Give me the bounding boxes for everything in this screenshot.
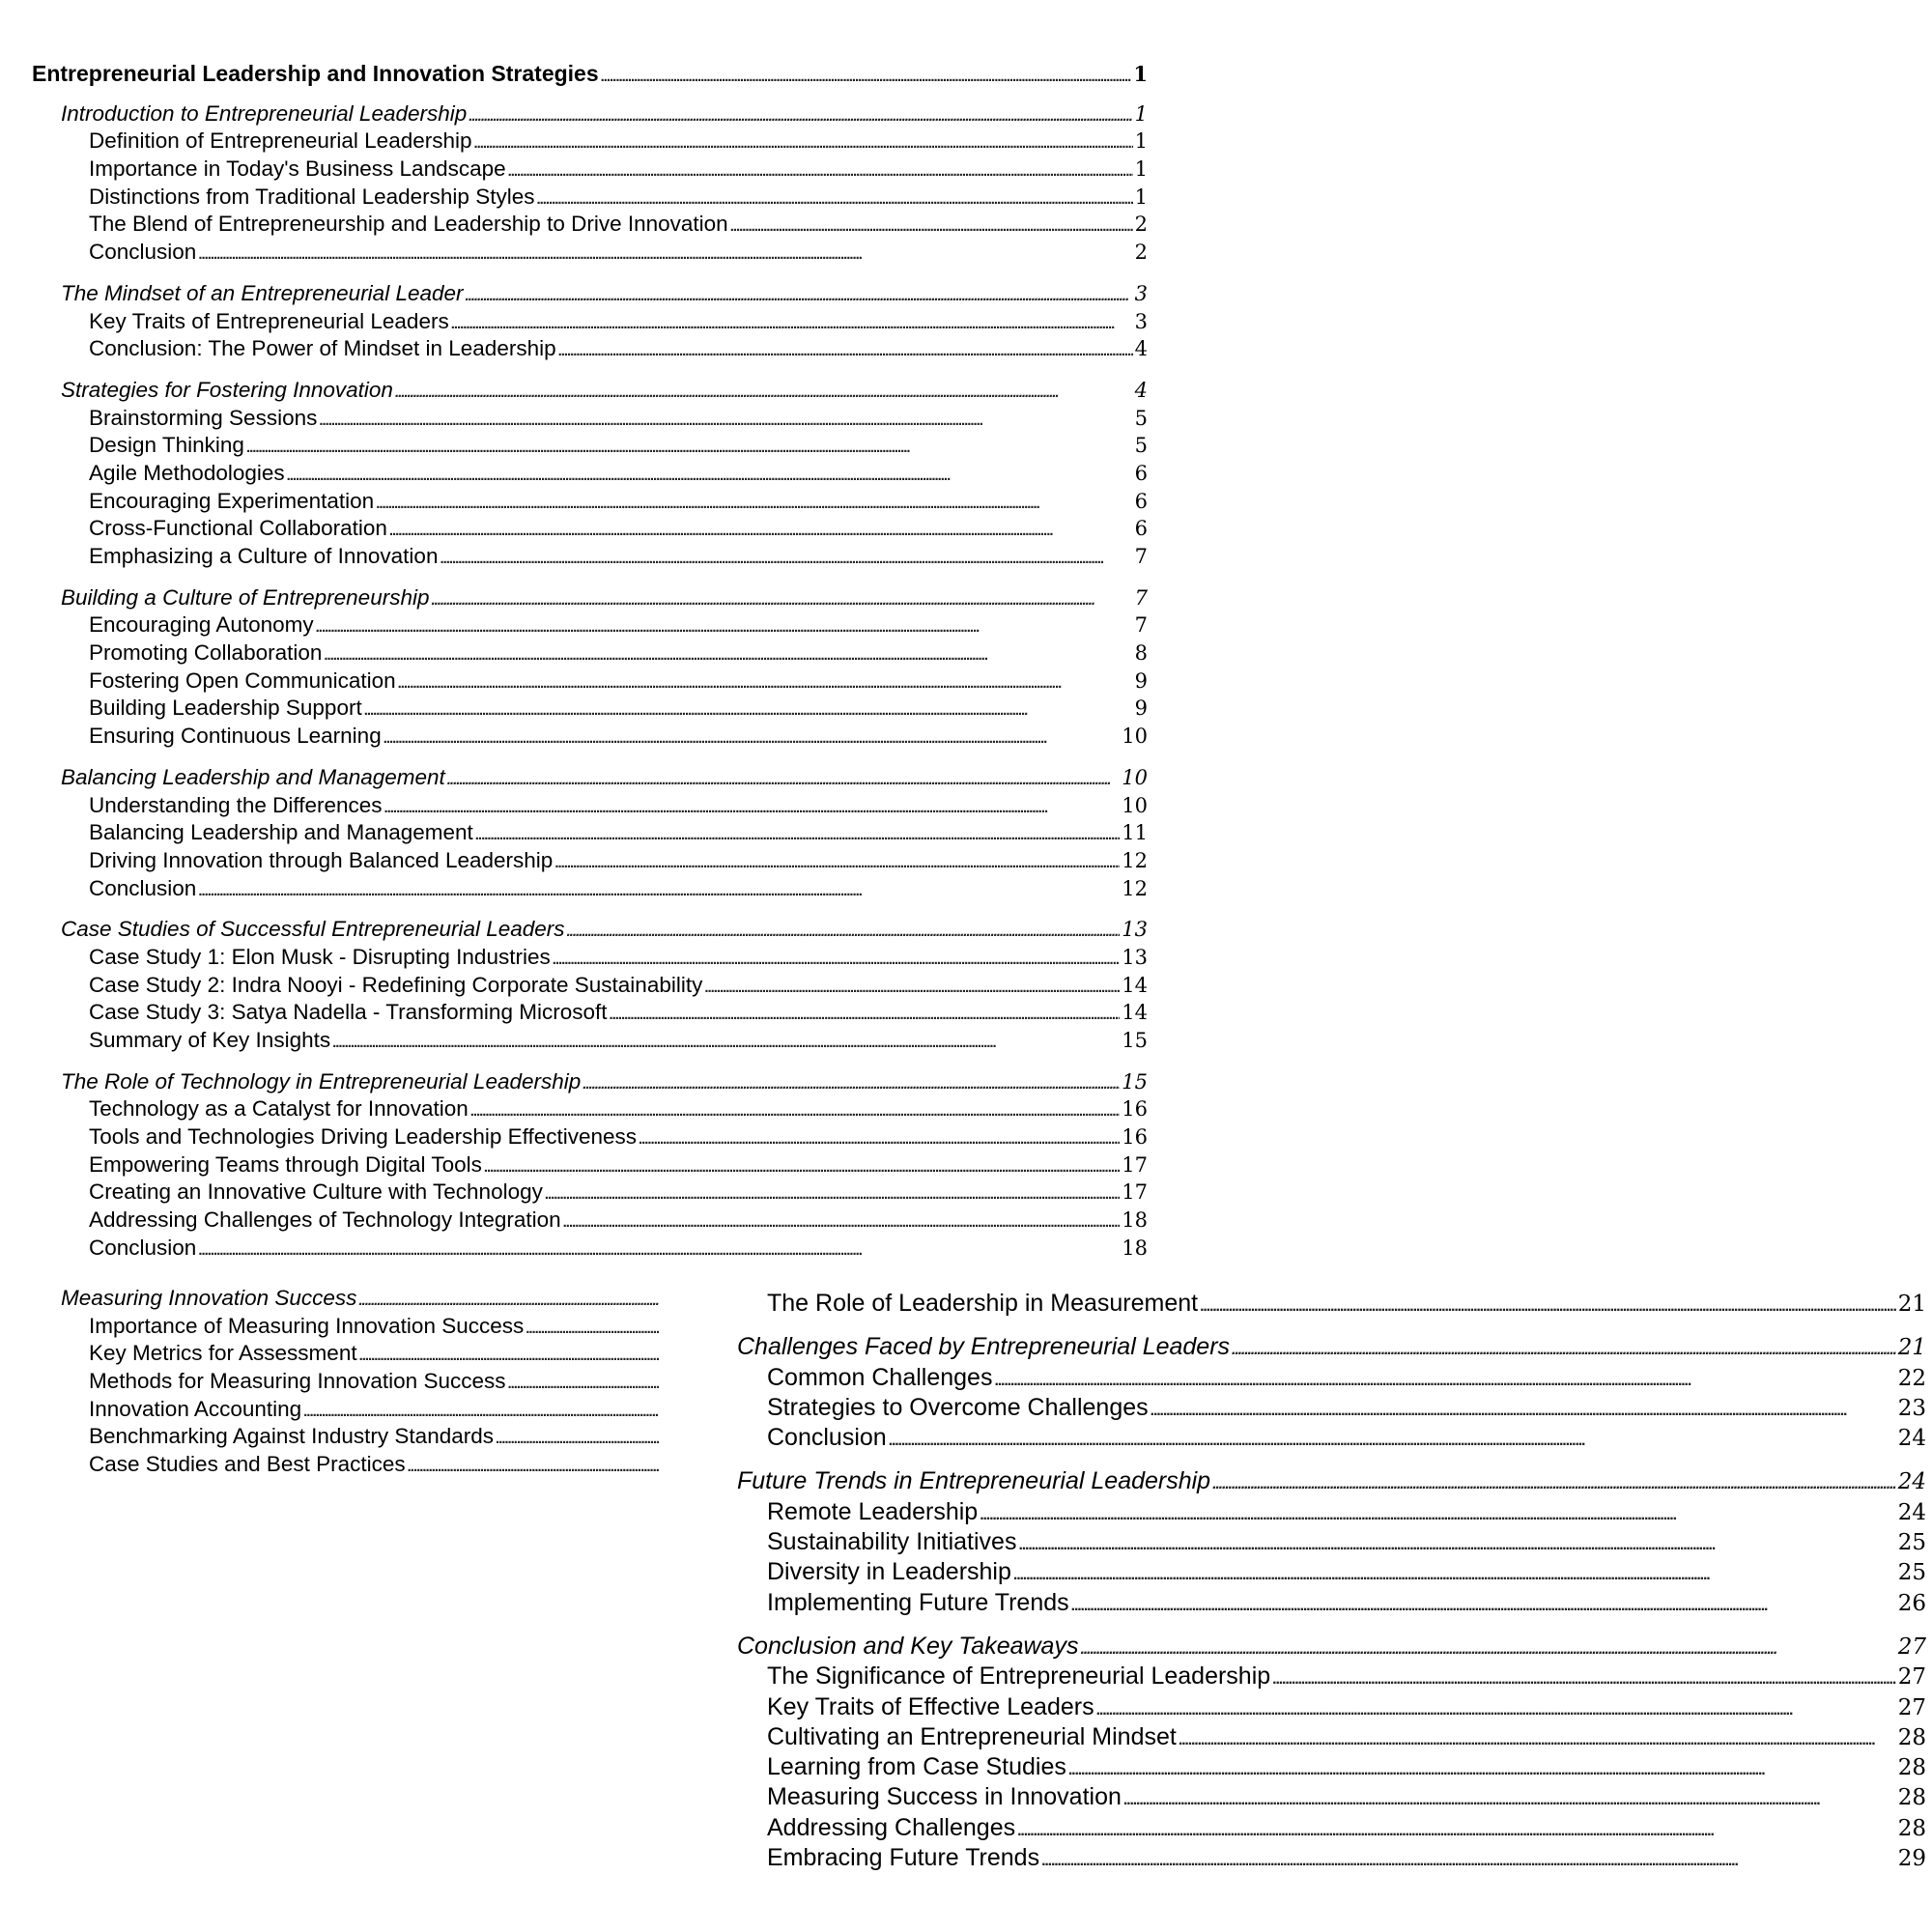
- toc-section-entry[interactable]: [32, 944, 1148, 972]
- toc-section-entry[interactable]: [737, 1588, 1926, 1618]
- dot-leader: [1013, 1557, 1896, 1590]
- toc-section-entry[interactable]: [32, 1151, 1148, 1179]
- page-number: 25: [1897, 1560, 1926, 1586]
- dot-leader: [553, 944, 1121, 975]
- toc-section-entry[interactable]: [32, 1368, 661, 1396]
- toc-section-entry[interactable]: [32, 405, 1148, 433]
- toc-chapter-entry[interactable]: [32, 764, 1148, 792]
- entry-title: Building Leadership Support: [89, 696, 362, 721]
- page-number: 15: [1122, 1029, 1148, 1052]
- entry-title: Distinctions from Traditional Leadership Styles: [89, 184, 535, 209]
- page-number: 3: [1134, 309, 1148, 333]
- toc-section-entry[interactable]: [32, 335, 1148, 363]
- toc-chapter-entry[interactable]: [32, 1285, 661, 1313]
- dot-leader: [384, 723, 1121, 753]
- dot-leader: [470, 1095, 1121, 1126]
- dot-leader: [319, 405, 1132, 436]
- dot-leader: [287, 460, 1133, 491]
- page-number: 10: [1122, 793, 1148, 817]
- entry-title: Diversity in Leadership: [767, 1558, 1011, 1586]
- entry-title: Sustainability Initiatives: [767, 1528, 1017, 1556]
- page-number: 8: [1134, 641, 1148, 666]
- entry-title: Entrepreneurial Leadership and Innovation Strategies: [32, 61, 599, 86]
- toc-section-entry[interactable]: [32, 847, 1148, 875]
- page-number: 27: [1897, 1634, 1926, 1660]
- entry-title: The Blend of Entrepreneurship and Leadership to Drive Innovation: [89, 212, 728, 237]
- entry-title: Emphasizing a Culture of Innovation: [89, 544, 439, 568]
- page-number: 28: [1897, 1755, 1926, 1781]
- entry-title: Creating an Innovative Culture with Technology: [89, 1179, 543, 1205]
- entry-title: Case Study 1: Elon Musk - Disrupting Industries: [89, 944, 551, 969]
- toc-section-entry[interactable]: [737, 1363, 1926, 1393]
- page-number: 1: [1134, 157, 1148, 182]
- page-number: 7: [1134, 585, 1148, 610]
- dot-leader: [440, 543, 1132, 574]
- dot-leader: [1200, 1289, 1896, 1321]
- entry-title: Brainstorming Sessions: [89, 405, 318, 430]
- entry-title: Balancing Leadership and Management: [61, 764, 445, 789]
- toc-section-entry[interactable]: [32, 1027, 1148, 1055]
- toc-chapter-entry[interactable]: [32, 584, 1148, 612]
- toc-section-entry[interactable]: [737, 1813, 1926, 1843]
- dot-leader: [198, 875, 1120, 906]
- page-number: 13: [1122, 918, 1148, 942]
- entry-title: Measuring Success in Innovation: [767, 1783, 1122, 1811]
- entry-title: Future Trends in Entrepreneurial Leadership: [737, 1467, 1211, 1495]
- toc-section-entry[interactable]: [32, 639, 1148, 668]
- dot-leader: [408, 1451, 659, 1482]
- toc-section-entry[interactable]: [32, 1423, 661, 1451]
- page-number: 3: [1134, 281, 1148, 305]
- dot-leader: [1232, 1332, 1896, 1365]
- page-number: 2: [1134, 213, 1148, 237]
- page-number: 4: [1134, 337, 1148, 361]
- dot-leader: [1071, 1588, 1896, 1621]
- dot-leader: [609, 999, 1120, 1030]
- entry-title: Key Metrics for Assessment: [89, 1341, 357, 1366]
- toc-section-entry[interactable]: [32, 1235, 1148, 1256]
- dot-leader: [582, 1068, 1120, 1099]
- toc-section-entry[interactable]: [32, 128, 1148, 156]
- page-number: 24: [1897, 1499, 1926, 1525]
- table-of-contents-clipped-section: [32, 1285, 661, 1479]
- page-number: 27: [1897, 1694, 1926, 1720]
- dot-leader: [324, 639, 1132, 670]
- dot-leader: [1179, 1722, 1896, 1755]
- toc-section-entry[interactable]: [32, 999, 1148, 1027]
- page-number: 28: [1897, 1785, 1926, 1811]
- page-number: 24: [1897, 1469, 1926, 1495]
- page-number: 12: [1122, 848, 1148, 872]
- toc-section-entry[interactable]: [32, 1396, 661, 1424]
- page-number: 9: [1134, 696, 1148, 721]
- toc-section-entry[interactable]: [32, 972, 1148, 1000]
- toc-section-entry[interactable]: [32, 611, 1148, 639]
- toc-section-entry[interactable]: [32, 239, 1148, 267]
- toc-chapter-entry[interactable]: [32, 100, 1148, 128]
- entry-title: Key Traits of Entrepreneurial Leaders: [89, 308, 449, 333]
- entry-title: Importance of Measuring Innovation Success: [89, 1313, 525, 1338]
- dot-leader: [508, 156, 1133, 186]
- entry-title: Case Studies of Successful Entrepreneurial Leaders: [61, 917, 565, 942]
- entry-title: Remote Leadership: [767, 1497, 979, 1525]
- toc-section-entry[interactable]: [32, 875, 1148, 903]
- entry-title: Conclusion and Key Takeaways: [737, 1632, 1079, 1660]
- toc-section-entry[interactable]: [737, 1557, 1926, 1587]
- dot-leader: [447, 764, 1120, 795]
- dot-leader: [1151, 1393, 1896, 1426]
- entry-title: Strategies for Fostering Innovation: [61, 377, 393, 402]
- toc-section-entry[interactable]: [32, 432, 1148, 460]
- dot-leader: [526, 1313, 659, 1344]
- dot-leader: [364, 695, 1133, 725]
- table-of-contents-overlay-page: [661, 1256, 1932, 1932]
- entry-title: Understanding the Differences: [89, 792, 383, 817]
- entry-title: Encouraging Autonomy: [89, 612, 314, 638]
- page-number: 17: [1122, 1180, 1148, 1205]
- dot-leader: [246, 432, 1133, 463]
- entry-title: Conclusion: The Power of Mindset in Leadership: [89, 336, 556, 361]
- page-number: 12: [1122, 876, 1148, 900]
- page-number: 21: [1897, 1335, 1926, 1361]
- entry-title: Design Thinking: [89, 433, 244, 458]
- dot-leader: [554, 847, 1120, 878]
- dot-leader: [474, 128, 1133, 158]
- entry-title: Challenges Faced by Entrepreneurial Leaders: [737, 1333, 1231, 1361]
- entry-title: The Significance of Entrepreneurial Leadership: [767, 1662, 1271, 1690]
- toc-section-entry[interactable]: [32, 668, 1148, 696]
- entry-title: Methods for Measuring Innovation Success: [89, 1369, 506, 1394]
- entry-title: Tools and Technologies Driving Leadership Effectiveness: [89, 1124, 638, 1150]
- dot-leader: [451, 308, 1133, 339]
- dot-leader: [1212, 1466, 1896, 1499]
- dot-leader: [475, 819, 1120, 850]
- dot-leader: [639, 1123, 1120, 1154]
- dot-leader: [730, 211, 1133, 242]
- page-number: 14: [1122, 1001, 1148, 1025]
- toc-section-entry[interactable]: [737, 1843, 1926, 1873]
- toc-section-entry[interactable]: [737, 1662, 1926, 1691]
- toc-section-entry[interactable]: [32, 515, 1148, 543]
- page-number: 24: [1897, 1426, 1926, 1452]
- dot-leader: [507, 1368, 659, 1399]
- entry-title: Conclusion: [89, 240, 197, 265]
- toc-section-entry[interactable]: [32, 308, 1148, 336]
- page-number: 10: [1122, 765, 1148, 789]
- page-number: 29: [1897, 1846, 1926, 1872]
- toc-section-entry[interactable]: [737, 1423, 1926, 1453]
- entry-title: Implementing Future Trends: [767, 1588, 1069, 1616]
- entry-title: Ensuring Continuous Learning: [89, 724, 382, 749]
- entry-title: Cross-Functional Collaboration: [89, 516, 387, 541]
- dot-leader: [558, 335, 1133, 366]
- entry-title: Addressing Challenges: [767, 1813, 1016, 1841]
- toc-chapter-entry[interactable]: [32, 1068, 1148, 1096]
- entry-title: Fostering Open Communication: [89, 668, 396, 693]
- dot-leader: [496, 1423, 659, 1454]
- dot-leader: [567, 916, 1121, 947]
- entry-title: Importance in Today's Business Landscape: [89, 156, 506, 182]
- page-number: 7: [1134, 613, 1148, 638]
- page-number: 4: [1134, 378, 1148, 402]
- page-number: 25: [1897, 1530, 1926, 1556]
- toc-section-entry[interactable]: [32, 543, 1148, 571]
- entry-title: Measuring Innovation Success: [61, 1286, 357, 1310]
- entry-title: Empowering Teams through Digital Tools: [89, 1151, 482, 1177]
- dot-leader: [980, 1497, 1896, 1530]
- toc-section-entry[interactable]: [737, 1752, 1926, 1782]
- entry-title: Agile Methodologies: [89, 460, 285, 485]
- entry-title: Introduction to Entrepreneurial Leadership: [61, 100, 468, 126]
- page-number: 22: [1897, 1365, 1926, 1391]
- dot-leader: [484, 1151, 1120, 1182]
- page-number: 6: [1134, 517, 1148, 541]
- page-number: 18: [1122, 1208, 1148, 1233]
- toc-section-entry[interactable]: [32, 1095, 1148, 1123]
- toc-section-entry[interactable]: [32, 1179, 1148, 1207]
- page-number: 18: [1122, 1236, 1148, 1256]
- page-number: 6: [1134, 461, 1148, 485]
- page-number: 1: [1134, 101, 1148, 126]
- page-number: 1: [1134, 185, 1148, 209]
- toc-chapter-entry[interactable]: [32, 916, 1148, 944]
- page-number: 21: [1897, 1292, 1926, 1317]
- toc-chapter-entry[interactable]: [32, 280, 1148, 308]
- dot-leader: [1068, 1752, 1896, 1785]
- overlay-entries: [737, 1289, 1926, 1873]
- page-number: 28: [1897, 1724, 1926, 1750]
- dot-leader: [1017, 1813, 1896, 1846]
- entry-title: Case Study 2: Indra Nooyi - Redefining Corporate Sustainability: [89, 972, 703, 997]
- dot-leader: [889, 1423, 1896, 1456]
- toc-chapter-entry[interactable]: [737, 1466, 1926, 1496]
- dot-leader: [994, 1363, 1895, 1396]
- dot-leader: [466, 280, 1133, 311]
- page-number: 5: [1134, 434, 1148, 458]
- dot-leader: [198, 1235, 1120, 1256]
- entry-title: Driving Innovation through Balanced Leadership: [89, 847, 554, 872]
- toc-section-entry[interactable]: [32, 1451, 661, 1479]
- entry-title: Building a Culture of Entrepreneurship: [61, 584, 430, 610]
- toc-section-entry[interactable]: [32, 723, 1148, 751]
- toc-section-entry[interactable]: [737, 1527, 1926, 1557]
- page-number: 7: [1134, 545, 1148, 568]
- dot-leader: [398, 668, 1133, 698]
- dot-leader: [389, 515, 1133, 546]
- toc-section-entry[interactable]: [32, 184, 1148, 212]
- entry-title: Promoting Collaboration: [89, 640, 323, 666]
- toc-section-entry[interactable]: [737, 1722, 1926, 1752]
- dot-leader: [332, 1027, 1120, 1058]
- toc-chapter-entry[interactable]: [737, 1332, 1926, 1362]
- page-number: 17: [1122, 1152, 1148, 1177]
- toc-section-entry[interactable]: [32, 156, 1148, 184]
- dot-leader: [1080, 1632, 1895, 1664]
- dot-leader: [376, 488, 1132, 519]
- dot-leader: [563, 1207, 1121, 1237]
- entry-title: Conclusion: [89, 875, 197, 900]
- dot-leader: [303, 1396, 659, 1427]
- dot-leader: [704, 972, 1120, 1003]
- dot-leader: [1018, 1527, 1895, 1560]
- toc-section-entry[interactable]: [737, 1497, 1926, 1527]
- page-number: 5: [1134, 406, 1148, 430]
- page-number: 1: [1134, 129, 1148, 154]
- dot-leader: [536, 184, 1132, 214]
- entry-title: Addressing Challenges of Technology Integration: [89, 1208, 561, 1233]
- page-number: 16: [1122, 1097, 1148, 1122]
- entry-title: Encouraging Experimentation: [89, 488, 375, 513]
- dot-leader: [316, 611, 1133, 642]
- dot-leader: [358, 1285, 659, 1316]
- dot-leader: [601, 60, 1132, 92]
- entry-title: The Role of Technology in Entrepreneurial Leadership: [61, 1068, 582, 1094]
- toc-section-entry[interactable]: [32, 1207, 1148, 1235]
- entry-title: Common Challenges: [767, 1363, 993, 1391]
- entry-title: Case Study 3: Satya Nadella - Transforming Microsoft: [89, 1000, 608, 1025]
- toc-section-entry[interactable]: [32, 460, 1148, 488]
- page-number: 26: [1897, 1590, 1926, 1616]
- entry-title: Case Studies and Best Practices: [89, 1452, 406, 1477]
- entry-title: Key Traits of Effective Leaders: [767, 1692, 1094, 1720]
- dot-leader: [1096, 1692, 1896, 1725]
- toc-section-entry[interactable]: [737, 1393, 1926, 1423]
- page-number: 15: [1122, 1069, 1148, 1094]
- entry-title: The Role of Leadership in Measurement: [767, 1290, 1199, 1317]
- entry-title: Technology as a Catalyst for Innovation: [89, 1096, 469, 1122]
- toc-section-entry[interactable]: [32, 792, 1148, 820]
- page-number: 6: [1134, 489, 1148, 513]
- entry-title: Learning from Case Studies: [767, 1753, 1066, 1781]
- dot-leader: [545, 1179, 1120, 1209]
- toc-section-entry[interactable]: [737, 1692, 1926, 1722]
- entry-title: Balancing Leadership and Management: [89, 820, 473, 845]
- dot-leader: [1123, 1782, 1896, 1815]
- toc-section-entry[interactable]: [32, 1313, 661, 1341]
- page-number: 14: [1122, 973, 1148, 997]
- page-number: 2: [1134, 241, 1148, 265]
- page-number: 23: [1897, 1395, 1926, 1421]
- page-number: 9: [1134, 668, 1148, 693]
- dot-leader: [198, 239, 1132, 270]
- page-number: 27: [1897, 1664, 1926, 1690]
- table-of-contents-main: [32, 60, 1148, 1256]
- toc-section-entry[interactable]: [32, 211, 1148, 239]
- dot-leader: [384, 792, 1121, 823]
- page-number: 13: [1122, 945, 1148, 969]
- entry-title: Embracing Future Trends: [767, 1844, 1040, 1872]
- page-number: 11: [1122, 821, 1148, 845]
- dot-leader: [431, 584, 1132, 615]
- entry-title: Benchmarking Against Industry Standards: [89, 1424, 494, 1449]
- page-number: 28: [1897, 1815, 1926, 1841]
- entry-title: Cultivating an Entrepreneurial Mindset: [767, 1722, 1177, 1750]
- dot-leader: [469, 100, 1132, 131]
- dot-leader: [1272, 1662, 1896, 1694]
- entry-title: Conclusion: [767, 1424, 887, 1452]
- toc-section-entry[interactable]: [32, 819, 1148, 847]
- toc-section-entry[interactable]: [737, 1782, 1926, 1812]
- toc-section-entry[interactable]: [737, 1289, 1926, 1319]
- page-number: 16: [1122, 1125, 1148, 1150]
- dot-leader: [395, 377, 1133, 408]
- dot-leader: [1041, 1843, 1896, 1876]
- entry-title: Conclusion: [89, 1235, 197, 1256]
- entry-title: Innovation Accounting: [89, 1396, 302, 1421]
- entry-title: The Mindset of an Entrepreneurial Leader: [61, 280, 464, 305]
- toc-chapter-entry[interactable]: [32, 377, 1148, 405]
- toc-section-entry[interactable]: [32, 1340, 661, 1368]
- entry-title: Summary of Key Insights: [89, 1028, 331, 1052]
- toc-title-entry[interactable]: [32, 60, 1148, 88]
- page-number: 1: [1133, 62, 1148, 86]
- page-number: 10: [1122, 724, 1148, 749]
- entry-title: Strategies to Overcome Challenges: [767, 1393, 1149, 1421]
- toc-section-entry[interactable]: [32, 1123, 1148, 1151]
- toc-section-entry[interactable]: [32, 488, 1148, 516]
- entry-title: Definition of Entrepreneurial Leadership: [89, 128, 472, 154]
- dot-leader: [359, 1340, 659, 1371]
- toc-chapter-entry[interactable]: [737, 1632, 1926, 1662]
- toc-section-entry[interactable]: [32, 695, 1148, 723]
